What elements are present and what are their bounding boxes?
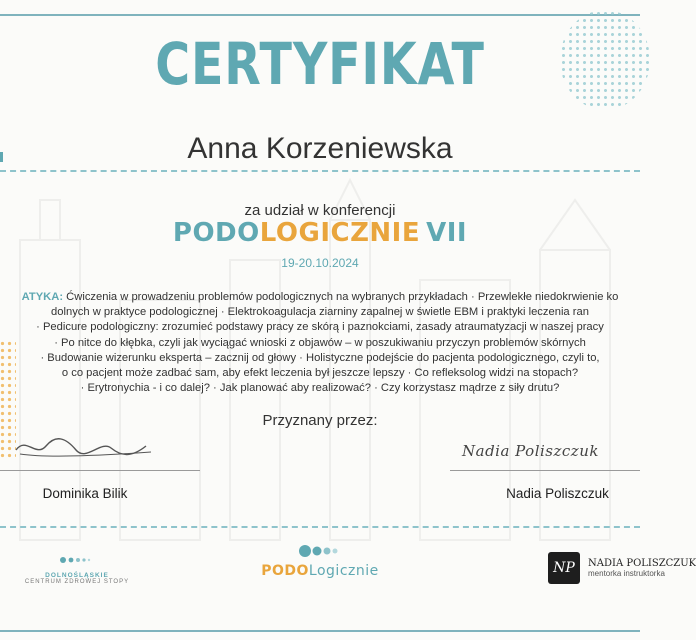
certificate-title: CERTYFIKAT [155, 30, 485, 98]
logo-center-text [261, 563, 379, 579]
signer-name-right: Nadia Poliszczuk [506, 486, 609, 501]
conference-name-part-a: PODO [172, 218, 260, 248]
logo-center-part-b: Logicznie [308, 563, 379, 579]
signature-left [6, 428, 156, 468]
conference-dates: 19-20.10.2024 [281, 256, 359, 270]
bottom-border-line [0, 630, 640, 632]
signer-name-left: Dominika Bilik [42, 486, 128, 501]
logo-dots-icon [298, 544, 342, 558]
signature-line-right [450, 470, 640, 471]
signature-line-left [0, 470, 200, 471]
topics-list [0, 290, 646, 396]
np-monogram-icon: NP [548, 552, 580, 584]
awarded-by-label: Przyznany przez: [262, 412, 378, 429]
topics-line: dolnych w praktyce podologicznej · Elektrokoagulacja ziarniny zapalnej w świetle EBM i praktyki leczenia ran [51, 306, 589, 319]
recipient-name: Anna Korzeniewska [187, 132, 453, 165]
logo-nadia-poliszczuk [548, 552, 696, 584]
topics-line [0, 290, 646, 305]
topics-line: · Po nitce do kłębka, czyli jak wyciągać wnioski z objawów – w poszukiwaniu przyczyn problemów skórnych [54, 336, 586, 349]
topics-line: · Budowanie wizerunku eksperta – zacznij od głowy · Holistyczne podejście do pacjenta podologicznego, czyli to, [40, 351, 600, 364]
logo-right-name: NADIA POLISZCZUK [588, 558, 696, 569]
logo-left-line1: DOLNOŚLĄSKIE [45, 572, 109, 579]
logo-podologicznie [0, 544, 640, 580]
topics-line: · Erytronychia - i co dalej? · Jak planować aby realizować? · Czy korzystasz mądrze z siły drutu? [80, 382, 560, 395]
signature-right: Nadia Poliszczuk [462, 442, 599, 460]
topics-line: o co pacjent może zadbać sam, aby efekt leczenia był jeszcze lepszy · Co refleksolog widzi na stopach? [61, 367, 579, 380]
logo-right-subtitle: mentorka instruktorka [588, 569, 665, 578]
logo-center-part-a: PODO [261, 563, 309, 579]
conference-edition: VII [426, 218, 468, 248]
logo-left-line2: CENTRUM ZDROWEJ STOPY [24, 579, 130, 585]
topics-line-text: Ćwiczenia w prowadzeniu problemów podologicznych na wybranych przykładach · Przewlekłe niedokrwienie ko [66, 291, 619, 303]
top-border-line [0, 14, 640, 16]
dashed-divider-top [0, 170, 640, 172]
dashed-divider-bottom [0, 526, 640, 528]
participation-text: za udział w konferencji [244, 202, 396, 219]
conference-name-part-b: LOGICZNIE [259, 218, 421, 248]
conference-name [0, 218, 640, 248]
topics-heading: ATYKA: [21, 291, 64, 303]
topics-line: · Pedicure podologiczny: zrozumieć podstawy pracy ze skórą i paznokciami, zasady atraumatyzacji w naszej pracy [36, 321, 604, 334]
